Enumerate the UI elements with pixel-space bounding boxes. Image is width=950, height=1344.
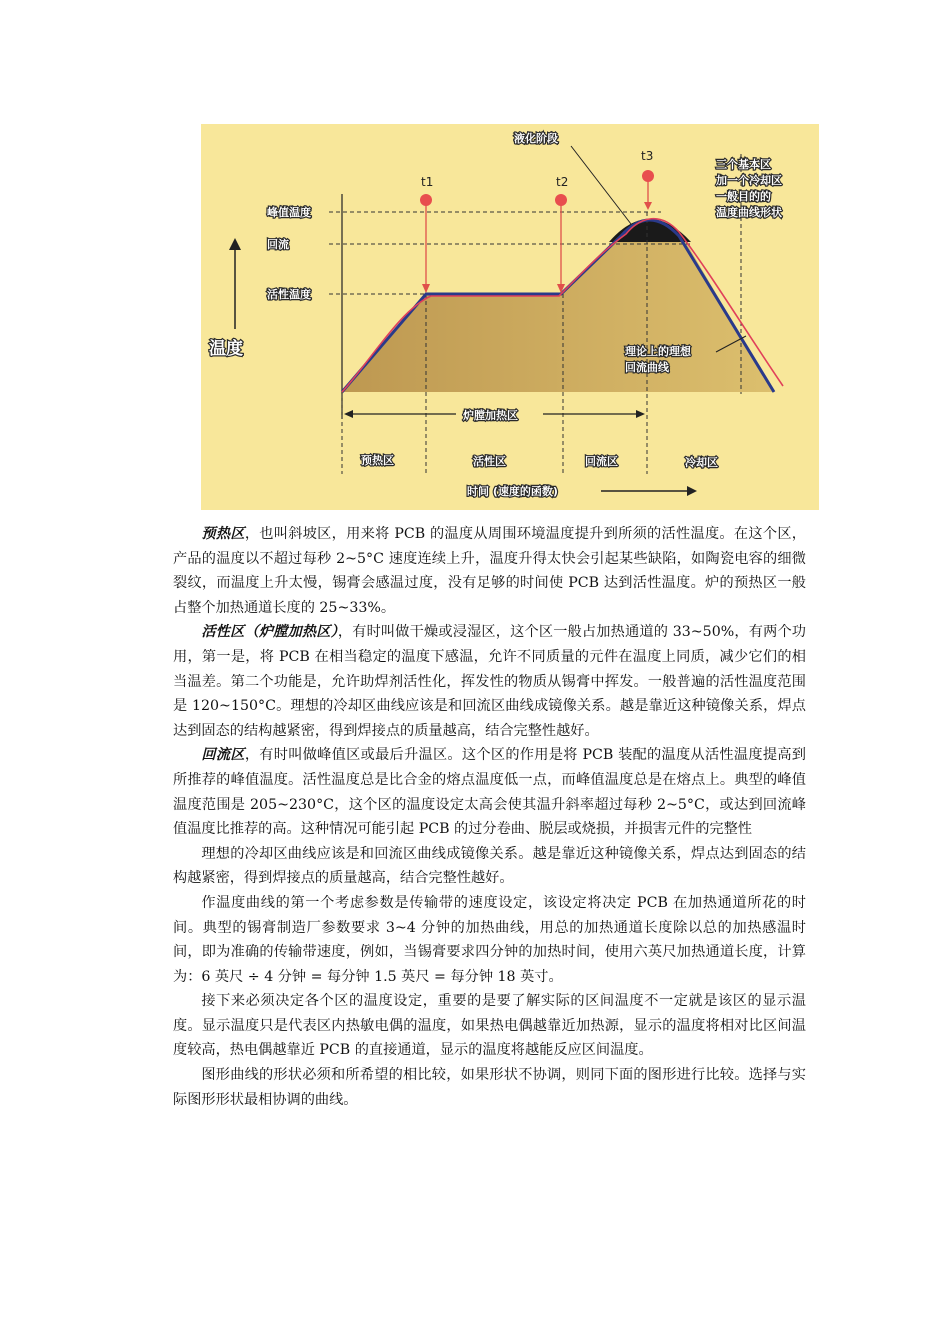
basic-zones-line-2: 加一个冷却区 [716,174,782,187]
curve-fill-area [342,221,774,393]
paragraph-text: ，有时叫做干燥或浸湿区，这个区一般占加热通道的 33~50%，有两个功用，第一是，将 PCB 在相当稳定的温度下感温，允许不同质量的元件在温度上同质，减少它们的相当温差。第二个功能是，允许助焊剂活性化，挥发性的物质从锡膏中挥发。一般普遍的活性温度范围是 120~150°C。理想的冷却区曲线应该是和回流区曲线成镜像关系。越是靠近这种镜像关系，焊点达到固态的结构越紧密，得到焊接点的质量越高，结合完整性越好。 [173,624,806,739]
paragraph-conveyor [173,891,806,989]
paragraph-text: 作温度曲线的第一个考虑参数是传输带的速度设定，该设定将决定 PCB 在加热通道所花的时间。典型的锡膏制造厂参数要求 3~4 分钟的加热曲线，用总的加热通道长度除以总的加热感温时间，即为准确的传输带速度，例如，当锡膏要求四分钟的加热时间，使用六英尺加热通道长度，计算为：6 英尺 ÷ 4 分钟 = 每分钟 1.5 英尺 = 每分钟 18 英寸。 [173,894,806,985]
reflow-profile-figure [201,124,819,510]
paragraph-text: 图形曲线的形状必须和所希望的相比较，如果形状不协调，则同下面的图形进行比较。选择与实际图形形状最相协调的曲线。 [173,1067,806,1108]
basic-zones-line-1: 三个基本区 [716,158,771,171]
basic-zones-line-4: 温度曲线形状 [716,206,782,219]
time-axis-label: 时间 (速度的函数) [467,485,558,498]
liquid-phase-label: 液化阶段 [514,132,558,145]
paragraph-preheat [173,522,806,620]
paragraph-compare [173,1063,806,1112]
reflow-profile-diagram [201,124,819,510]
paragraph-text: 理想的冷却区曲线应该是和回流区曲线成镜像关系。越是靠近这种镜像关系，焊点达到固态的结构越紧密，得到焊接点的质量越高，结合完整性越好。 [173,845,806,887]
t2-label: t2 [556,175,569,189]
preheat-zone-label: 预热区 [361,454,394,467]
paragraph-text: ，也叫斜坡区，用来将 PCB 的温度从周围环境温度提升到所须的活性温度。在这个区，产品的温度以不超过每秒 2~5°C 速度连续上升，温度升得太快会引起某些缺陷，如陶瓷电容的细微裂纹，而温度上升太慢，锡膏会感温过度，没有足够的时间使 PCB 达到活性温度。炉的预热区一般占整个加热通道长度的 25~33%。 [173,526,806,616]
t1-label: t1 [421,175,434,189]
temperature-label: 温度 [209,339,243,359]
t1-marker [420,194,432,206]
body-text [173,522,806,1112]
oven-heating-zone-label: 炉膛加热区 [463,409,518,422]
paragraph-reflow [173,743,806,841]
term-preheat: 预热区 [201,526,245,542]
basic-zones-line-3: 一般目的的 [716,190,771,203]
t3-marker [642,170,654,182]
active-temp-label: 活性温度 [267,288,311,301]
cooling-zone-label: 冷却区 [685,456,718,469]
paragraph-zone-settings [173,989,806,1063]
paragraph-text: ，有时叫做峰值区或最后升温区。这个区的作用是将 PCB 装配的温度从活性温度提高到所推荐的峰值温度。活性温度总是比合金的熔点温度低一点，而峰值温度总是在熔点上。典型的峰值温度范围是 205~230°C，这个区的温度设定太高会使其温升斜率超过每秒 2~5°C，或达到回流峰值温度比推荐的高。这种情况可能引起 PCB 的过分卷曲、脱层或烧损，并损害元件的完整性 [173,747,806,838]
ideal-curve-label-1: 理论上的理想 [625,345,691,358]
t2-marker [555,194,567,206]
liquid-phase-pointer [571,146,631,224]
term-reflow: 回流区 [201,747,245,764]
reflow-label: 回流 [267,238,289,251]
term-active: 活性区（炉膛加热区） [201,624,338,641]
reflow-zone-label: 回流区 [585,455,618,468]
peak-temp-label: 峰值温度 [267,206,311,219]
paragraph-cooling [173,842,806,891]
t3-label: t3 [641,149,654,163]
active-zone-label: 活性区 [473,455,506,468]
paragraph-text: 接下来必须决定各个区的温度设定，重要的是要了解实际的区间温度不一定就是该区的显示温度。显示温度只是代表区内热敏电偶的温度，如果热电偶越靠近加热源，显示的温度将相对比区间温度较高，热电偶越靠近 PCB 的直接通道，显示的温度将越能反应区间温度。 [173,993,806,1059]
paragraph-active [173,620,806,743]
ideal-curve-label-2: 回流曲线 [625,361,669,374]
